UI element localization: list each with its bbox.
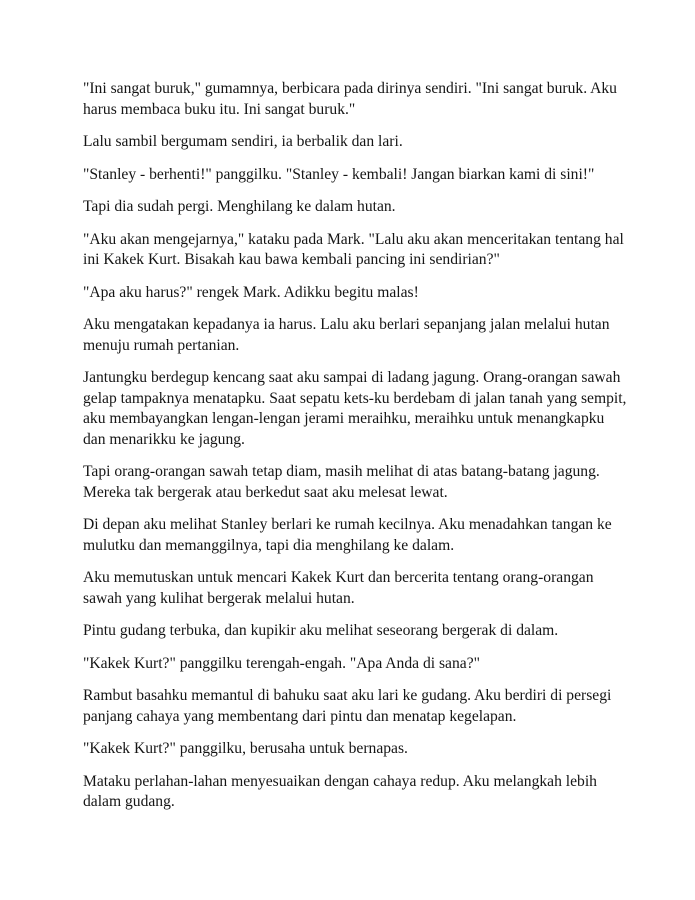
paragraph: "Aku akan mengejarnya," kataku pada Mark. "Lalu aku akan menceritakan tentang hal ini Kakek Kurt. Bisakah kau bawa kembali pancing ini sendirian?" — [83, 230, 624, 268]
paragraph: Pintu gudang terbuka, dan kupikir aku melihat seseorang bergerak di dalam. — [83, 622, 559, 639]
paragraph: "Ini sangat buruk," gumamnya, berbicara pada dirinya sendiri. "Ini sangat buruk. Aku harus membaca buku itu. Ini sangat buruk." — [83, 80, 617, 118]
paragraph: Rambut basahku memantul di bahuku saat aku lari ke gudang. Aku berdiri di persegi panjang cahaya yang membentang dari pintu dan menatap kegelapan. — [83, 687, 612, 725]
paragraph: Di depan aku melihat Stanley berlari ke rumah kecilnya. Aku menadahkan tangan ke mulutku dan memanggilnya, tapi dia menghilang ke dalam. — [83, 516, 612, 554]
paragraph: Jantungku berdegup kencang saat aku sampai di ladang jagung. Orang-orangan sawah gelap tampaknya menatapku. Saat sepatu kets-ku berdebam di jalan tanah yang sempit, aku membayangkan lengan-lengan jerami meraihku, meraihku untuk menangkapku dan menarikku ke jagung. — [83, 369, 627, 448]
story-text — [83, 79, 628, 825]
paragraph: Mataku perlahan-lahan menyesuaikan dengan cahaya redup. Aku melangkah lebih dalam gudang. — [83, 772, 597, 810]
paragraph: "Apa aku harus?" rengek Mark. Adikku begitu malas! — [83, 283, 419, 301]
paragraph: Tapi orang-orangan sawah tetap diam, masih melihat di atas batang-batang jagung. Mereka tak bergerak atau berkedut saat aku melesat lewat. — [83, 463, 600, 501]
paragraph: Aku memutuskan untuk mencari Kakek Kurt dan bercerita tentang orang-orangan sawah yang kulihat bergerak melalui hutan. — [83, 569, 594, 607]
paragraph: "Kakek Kurt?" panggilku terengah-engah. "Apa Anda di sana?" — [83, 654, 480, 672]
paragraph: "Stanley - berhenti!" panggilku. "Stanley - kembali! Jangan biarkan kami di sini!" — [83, 165, 595, 183]
paragraph: "Kakek Kurt?" panggilku, berusaha untuk bernapas. — [83, 740, 408, 757]
paragraph: Tapi dia sudah pergi. Menghilang ke dalam hutan. — [83, 198, 396, 215]
paragraph: Aku mengatakan kepadanya ia harus. Lalu aku berlari sepanjang jalan melalui hutan menuju rumah pertanian. — [83, 316, 610, 354]
paragraph: Lalu sambil bergumam sendiri, ia berbalik dan lari. — [83, 133, 403, 150]
